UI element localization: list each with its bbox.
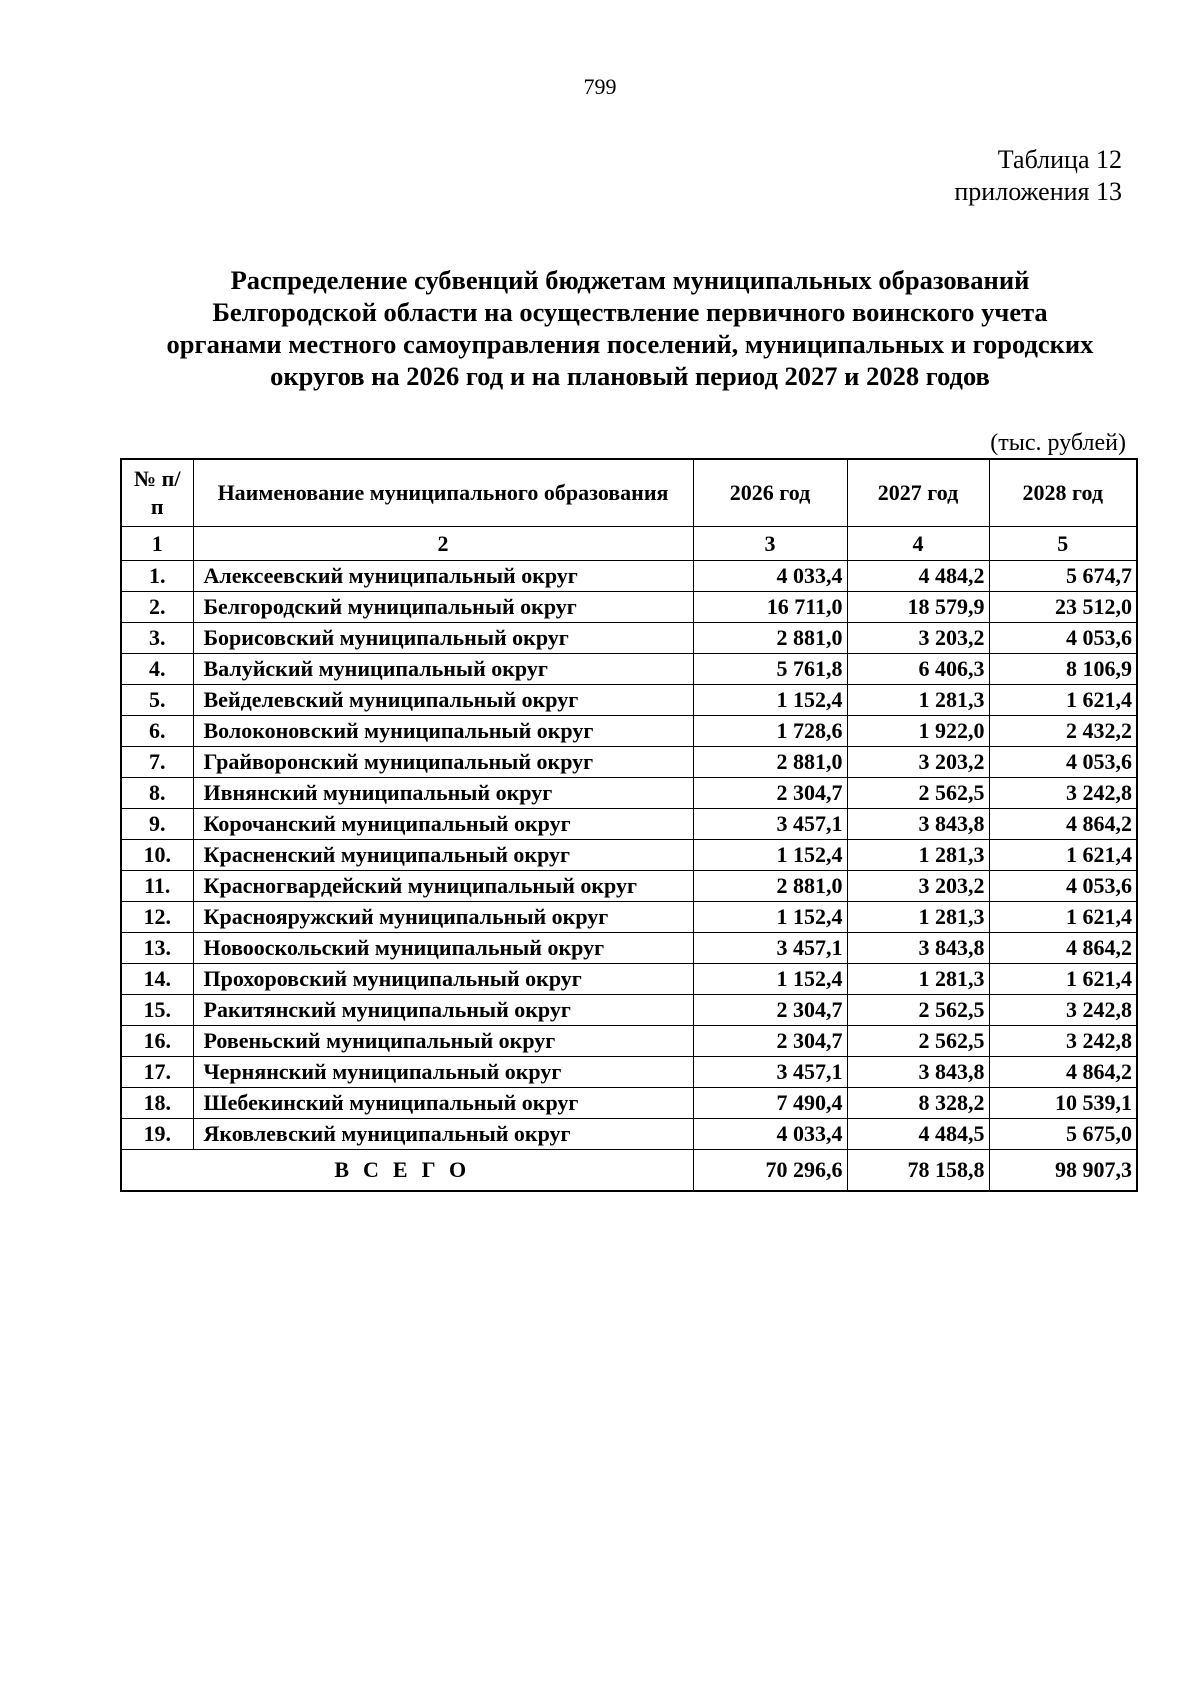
table-row [121, 716, 1137, 747]
total-row [121, 1150, 1137, 1192]
municipality-name: Прохоровский муниципальный округ [193, 964, 693, 995]
row-number: 1. [121, 561, 193, 592]
total-label: ВСЕГО [121, 1150, 693, 1192]
table-row [121, 1119, 1137, 1150]
municipality-name: Борисовский муниципальный округ [193, 623, 693, 654]
value-2026: 1 728,6 [693, 716, 847, 747]
value-2028: 5 675,0 [989, 1119, 1137, 1150]
value-2026: 7 490,4 [693, 1088, 847, 1119]
table-row [121, 623, 1137, 654]
table-row [121, 871, 1137, 902]
row-number: 12. [121, 902, 193, 933]
value-2028: 3 242,8 [989, 995, 1137, 1026]
row-number: 16. [121, 1026, 193, 1057]
value-2028: 4 864,2 [989, 933, 1137, 964]
municipality-name: Чернянский муниципальный округ [193, 1057, 693, 1088]
value-2028: 1 621,4 [989, 840, 1137, 871]
value-2028: 1 621,4 [989, 685, 1137, 716]
value-2026: 2 304,7 [693, 1026, 847, 1057]
value-2027: 1 281,3 [847, 685, 989, 716]
value-2027: 1 281,3 [847, 902, 989, 933]
value-2027: 3 843,8 [847, 809, 989, 840]
value-2026: 2 881,0 [693, 747, 847, 778]
header-2028: 2028 год [989, 459, 1137, 527]
value-2028: 4 864,2 [989, 809, 1137, 840]
value-2028: 10 539,1 [989, 1088, 1137, 1119]
page-number: 799 [583, 74, 617, 99]
value-2027: 3 843,8 [847, 1057, 989, 1088]
value-2026: 2 304,7 [693, 778, 847, 809]
column-number: 2 [193, 527, 693, 561]
table-row [121, 561, 1137, 592]
value-2028: 4 053,6 [989, 623, 1137, 654]
value-2027: 18 579,9 [847, 592, 989, 623]
value-2026: 3 457,1 [693, 809, 847, 840]
units-label: (тыс. рублей) [990, 430, 1126, 456]
header-num: № п/п [121, 459, 193, 527]
column-numbers-row [121, 527, 1137, 561]
value-2027: 1 281,3 [847, 964, 989, 995]
table-header-row [121, 459, 1137, 527]
municipality-name: Вейделевский муниципальный округ [193, 685, 693, 716]
value-2028: 2 432,2 [989, 716, 1137, 747]
value-2028: 4 053,6 [989, 747, 1137, 778]
value-2026: 2 881,0 [693, 871, 847, 902]
value-2028: 4 053,6 [989, 871, 1137, 902]
row-number: 9. [121, 809, 193, 840]
municipality-name: Белгородский муниципальный округ [193, 592, 693, 623]
value-2027: 3 203,2 [847, 623, 989, 654]
row-number: 15. [121, 995, 193, 1026]
row-number: 11. [121, 871, 193, 902]
row-number: 8. [121, 778, 193, 809]
table-reference-line-2: приложения 13 [954, 177, 1122, 206]
title-line-2: Белгородской области на осуществление первичного воинского учета [212, 297, 1048, 327]
row-number: 14. [121, 964, 193, 995]
value-2028: 1 621,4 [989, 964, 1137, 995]
table-row [121, 654, 1137, 685]
table-row [121, 809, 1137, 840]
value-2026: 5 761,8 [693, 654, 847, 685]
row-number: 18. [121, 1088, 193, 1119]
value-2027: 6 406,3 [847, 654, 989, 685]
table-row [121, 1088, 1137, 1119]
row-number: 2. [121, 592, 193, 623]
value-2027: 4 484,5 [847, 1119, 989, 1150]
value-2027: 1 281,3 [847, 840, 989, 871]
municipality-name: Волоконовский муниципальный округ [193, 716, 693, 747]
table-row [121, 747, 1137, 778]
value-2028: 5 674,7 [989, 561, 1137, 592]
table-row [121, 840, 1137, 871]
value-2026: 1 152,4 [693, 964, 847, 995]
municipality-name: Новооскольский муниципальный округ [193, 933, 693, 964]
table-row [121, 902, 1137, 933]
value-2027: 3 203,2 [847, 871, 989, 902]
header-2027: 2027 год [847, 459, 989, 527]
value-2026: 16 711,0 [693, 592, 847, 623]
row-number: 5. [121, 685, 193, 716]
total-2028: 98 907,3 [989, 1150, 1137, 1192]
document-title [120, 264, 1140, 392]
column-number: 5 [989, 527, 1137, 561]
municipality-name: Красненский муниципальный округ [193, 840, 693, 871]
row-number: 13. [121, 933, 193, 964]
column-number: 4 [847, 527, 989, 561]
table-reference-line-1: Таблица 12 [997, 145, 1122, 174]
value-2026: 3 457,1 [693, 1057, 847, 1088]
title-line-4: округов на 2026 год и на плановый период 2027 и 2028 годов [270, 361, 990, 391]
value-2027: 8 328,2 [847, 1088, 989, 1119]
table-row [121, 964, 1137, 995]
total-2027: 78 158,8 [847, 1150, 989, 1192]
row-number: 10. [121, 840, 193, 871]
table-row [121, 685, 1137, 716]
value-2027: 1 922,0 [847, 716, 989, 747]
value-2026: 2 304,7 [693, 995, 847, 1026]
value-2026: 1 152,4 [693, 685, 847, 716]
value-2027: 3 843,8 [847, 933, 989, 964]
value-2028: 8 106,9 [989, 654, 1137, 685]
value-2028: 23 512,0 [989, 592, 1137, 623]
municipality-name: Валуйский муниципальный округ [193, 654, 693, 685]
value-2028: 1 621,4 [989, 902, 1137, 933]
value-2027: 2 562,5 [847, 1026, 989, 1057]
header-name: Наименование муниципального образования [193, 459, 693, 527]
row-number: 17. [121, 1057, 193, 1088]
row-number: 3. [121, 623, 193, 654]
value-2027: 2 562,5 [847, 778, 989, 809]
municipality-name: Ивнянский муниципальный округ [193, 778, 693, 809]
row-number: 4. [121, 654, 193, 685]
value-2026: 2 881,0 [693, 623, 847, 654]
table-row [121, 778, 1137, 809]
row-number: 19. [121, 1119, 193, 1150]
column-number: 1 [121, 527, 193, 561]
value-2027: 2 562,5 [847, 995, 989, 1026]
value-2028: 3 242,8 [989, 1026, 1137, 1057]
table-row [121, 995, 1137, 1026]
municipality-name: Ракитянский муниципальный округ [193, 995, 693, 1026]
value-2026: 1 152,4 [693, 902, 847, 933]
value-2026: 4 033,4 [693, 1119, 847, 1150]
municipality-name: Грайворонский муниципальный округ [193, 747, 693, 778]
title-line-1: Распределение субвенций бюджетам муниципальных образований [230, 265, 1030, 295]
value-2027: 3 203,2 [847, 747, 989, 778]
title-line-3: органами местного самоуправления поселений, муниципальных и городских [166, 329, 1094, 359]
value-2026: 3 457,1 [693, 933, 847, 964]
header-2026: 2026 год [693, 459, 847, 527]
municipality-name: Яковлевский муниципальный округ [193, 1119, 693, 1150]
value-2026: 4 033,4 [693, 561, 847, 592]
table-row [121, 1057, 1137, 1088]
municipality-name: Корочанский муниципальный округ [193, 809, 693, 840]
table-row [121, 933, 1137, 964]
municipality-name: Шебекинский муниципальный округ [193, 1088, 693, 1119]
total-2026: 70 296,6 [693, 1150, 847, 1192]
table-reference [954, 144, 1122, 208]
municipality-name: Ровеньский муниципальный округ [193, 1026, 693, 1057]
value-2027: 4 484,2 [847, 561, 989, 592]
value-2026: 1 152,4 [693, 840, 847, 871]
municipality-name: Красногвардейский муниципальный округ [193, 871, 693, 902]
row-number: 6. [121, 716, 193, 747]
row-number: 7. [121, 747, 193, 778]
value-2028: 3 242,8 [989, 778, 1137, 809]
municipality-name: Краснояружский муниципальный округ [193, 902, 693, 933]
value-2028: 4 864,2 [989, 1057, 1137, 1088]
municipality-name: Алексеевский муниципальный округ [193, 561, 693, 592]
column-number: 3 [693, 527, 847, 561]
table-row [121, 1026, 1137, 1057]
table-row [121, 592, 1137, 623]
subventions-table [120, 458, 1138, 1192]
